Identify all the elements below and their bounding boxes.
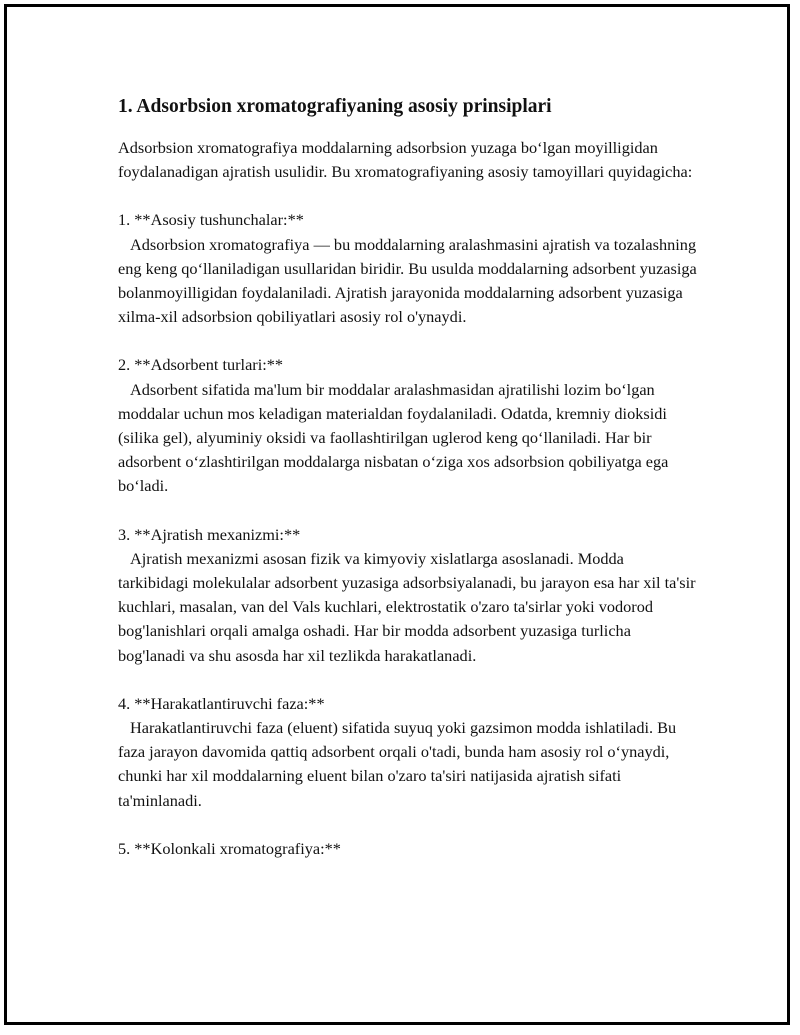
section-adsorbent-types (118, 353, 698, 498)
document-heading: 1. Adsorbsion xromatografiyaning asosiy prinsiplari (118, 96, 552, 117)
section-title: 1. **Asosiy tushunchalar:** (118, 210, 304, 230)
section-body: Adsorbent sifatida ma'lum bir moddalar aralashmasidan ajratilishi lozim bo‘lgan moddalar uchun mos keladigan materialdan foydalaniladi. Odatda, kremniy dioksidi (silika gel), alyuminiy oksidi va faollashtirilgan uglerod keng qo‘llaniladi. Har bir adsorbent o‘zlashtirilgan moddalarga nisbatan o‘ziga xos adsorbsion qobiliyatga ega bo‘ladi. (118, 379, 669, 496)
section-body: Adsorbsion xromatografiya — bu moddalarning aralashmasini ajratish va tozalashning eng keng qo‘llaniladigan usullaridan biridir. Bu usulda moddalarning adsorbent yuzasiga bolanmoyilligidan foydalaniladi. Ajratish jarayonida moddalarning adsorbent yuzasiga xilma-xil adsorbsion qobiliyatlari asosiy rol o'ynaydi. (118, 234, 697, 327)
intro-paragraph: Adsorbsion xromatografiya moddalarning adsorbsion yuzaga bo‘lgan moyilligidan foydalanadigan ajratish usulidir. Bu xromatografiyaning asosiy tamoyillari quyidagicha: (118, 138, 693, 182)
section-separation-mechanism (118, 523, 698, 668)
section-title: 3. **Ajratish mexanizmi:** (118, 524, 301, 544)
section-body: Harakatlantiruvchi faza (eluent) sifatida suyuq yoki gazsimon modda ishlatiladi. Bu faza jarayon davomida qattiq adsorbent orqali o'tadi, bunda ham asosiy rol o‘ynaydi, chunki har xil moddalarning eluent bilan o'zaro ta'siri natijasida ajratish sifati ta'minlanadi. (118, 718, 677, 810)
section-mobile-phase (118, 692, 698, 813)
section-column-chromatography (118, 837, 698, 861)
section-title: 5. **Kolonkali xromatografiya:** (118, 838, 341, 858)
section-basic-concepts (118, 208, 698, 329)
section-body: Ajratish mexanizmi asosan fizik va kimyoviy xislatlarga asoslanadi. Modda tarkibidagi molekulalar adsorbent yuzasiga adsorbsiyalanadi, bu jarayon esa har xil ta'sir kuchlari, masalan, van del Vals kuchlari, elektrostatik o'zaro ta'sirlar yoki vodorod bog'lanishlari orqali amalga oshadi. Har bir modda adsorbent yuzasiga turlicha bog'lanadi va shu asosda har xil tezlikda harakatlanadi. (118, 548, 696, 665)
section-title: 4. **Harakatlantiruvchi faza:** (118, 693, 325, 713)
section-title: 2. **Adsorbent turlari:** (118, 355, 284, 375)
document-content (118, 94, 698, 885)
